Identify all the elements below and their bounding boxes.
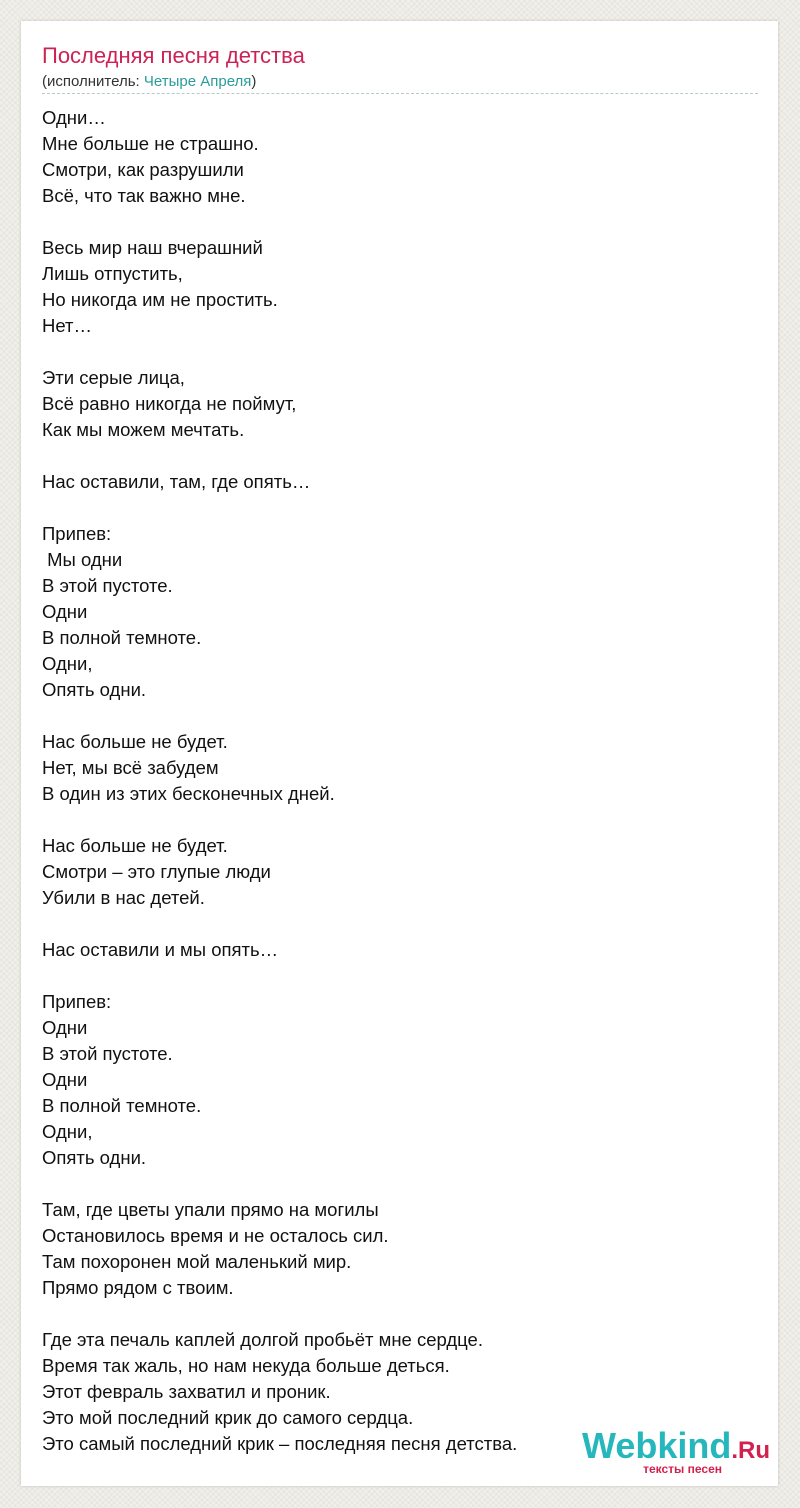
lyric-line: Нас оставили и мы опять… [42, 939, 279, 960]
lyric-line: Убили в нас детей. [42, 887, 205, 908]
lyric-line: Этот февраль захватил и проник. [42, 1381, 331, 1402]
lyric-line: Припев: [42, 991, 112, 1012]
header-divider [42, 93, 758, 94]
lyric-blank-line [42, 963, 758, 989]
artist-line [42, 71, 256, 93]
lyric-line: Там похоронен мой маленький мир. [42, 1251, 352, 1272]
lyric-line: Там, где цветы упали прямо на могилы [42, 1199, 379, 1220]
lyric-line: Прямо рядом с твоим. [42, 1277, 234, 1298]
lyric-line: Время так жаль, но нам некуда больше деться. [42, 1355, 450, 1376]
logo-tld: .Ru [731, 1437, 770, 1464]
artist-link[interactable]: Четыре Апреля [143, 73, 252, 90]
lyric-line: В полной темноте. [42, 1095, 202, 1116]
lyric-line: Нет… [42, 315, 93, 336]
lyric-line: Мне больше не страшно. [42, 133, 259, 154]
artist-prefix: (исполнитель: [42, 73, 144, 90]
lyric-blank-line [42, 495, 758, 521]
lyric-blank-line [42, 1171, 758, 1197]
lyric-line: В этой пустоте. [42, 575, 173, 596]
lyric-line: Одни, [42, 1121, 93, 1142]
lyric-line: Смотри – это глупые люди [42, 861, 271, 882]
logo-word: Webkind [581, 1425, 732, 1466]
lyric-line: Остановилось время и не осталось сил. [42, 1225, 389, 1246]
lyric-line: Мы одни [42, 549, 123, 570]
lyric-line: В этой пустоте. [42, 1043, 173, 1064]
lyrics-card [21, 21, 778, 1486]
lyric-line: Одни [42, 1017, 88, 1038]
lyric-line: Как мы можем мечтать. [42, 419, 245, 440]
lyric-blank-line [42, 703, 758, 729]
lyric-line: Всё равно никогда не поймут, [42, 393, 297, 414]
lyric-line: Всё, что так важно мне. [42, 185, 246, 206]
site-logo[interactable] [570, 1426, 770, 1476]
lyric-line: Смотри, как разрушили [42, 159, 244, 180]
lyrics-text [42, 105, 758, 1457]
lyric-line: Одни, [42, 653, 93, 674]
artist-suffix: ) [251, 73, 257, 90]
lyric-blank-line [42, 209, 758, 235]
lyric-blank-line [42, 911, 758, 937]
lyric-line: Весь мир наш вчерашний [42, 237, 263, 258]
logo-tagline: тексты песен [643, 1462, 722, 1476]
lyric-line: Нас оставили, там, где опять… [42, 471, 311, 492]
lyric-line: Опять одни. [42, 679, 147, 700]
lyric-line: Нас больше не будет. [42, 835, 228, 856]
lyric-blank-line [42, 443, 758, 469]
lyric-line: Опять одни. [42, 1147, 147, 1168]
lyric-line: В один из этих бесконечных дней. [42, 783, 335, 804]
lyric-line: Это мой последний крик до самого сердца. [42, 1407, 414, 1428]
lyric-line: Одни [42, 1069, 88, 1090]
song-title: Последняя песня детства [42, 43, 305, 68]
lyric-line: В полной темноте. [42, 627, 202, 648]
lyric-line: Но никогда им не простить. [42, 289, 278, 310]
lyric-line: Нет, мы всё забудем [42, 757, 219, 778]
lyric-line: Лишь отпустить, [42, 263, 183, 284]
lyric-line: Эти серые лица, [42, 367, 185, 388]
lyric-line: Где эта печаль каплей долгой пробьёт мне сердце. [42, 1329, 483, 1350]
lyric-blank-line [42, 339, 758, 365]
lyric-line: Одни… [42, 107, 106, 128]
lyric-line: Припев: [42, 523, 112, 544]
lyric-line: Одни [42, 601, 88, 622]
lyric-line: Это самый последний крик – последняя песня детства. [42, 1433, 518, 1454]
lyric-blank-line [42, 1301, 758, 1327]
lyric-blank-line [42, 807, 758, 833]
lyric-line: Нас больше не будет. [42, 731, 228, 752]
